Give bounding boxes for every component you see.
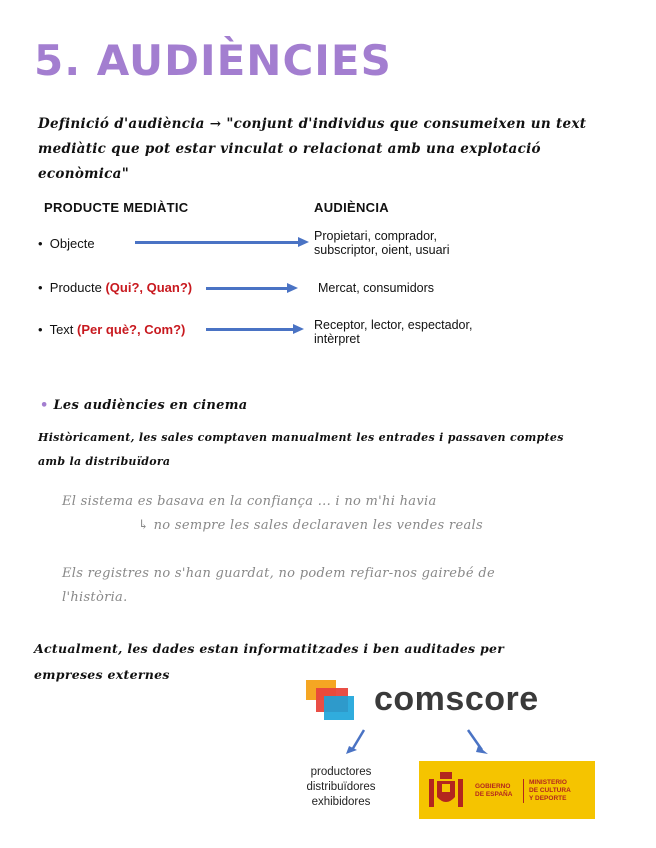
row-objecte-label: Objecte [49,236,95,251]
row-producte-label: Producte [49,280,102,295]
distributor-distribuidores: distribuïdores [306,781,376,793]
comscore-name: comscore [374,680,539,718]
definition [38,112,628,187]
bullet: • [40,398,49,413]
row-objecte [38,236,95,251]
ministerio-line-2: DE CULTURA [529,787,571,794]
cinema-heading [40,398,248,413]
cinema-history-line-2: amb la distribuïdora [38,455,171,468]
distributors-list [296,765,386,810]
definition-line-2: mediàtic que pot estar vinculat o relacionat amb una explotació [38,141,541,157]
bullet: • [38,280,43,295]
column-header-audience: AUDIÈNCIA [314,200,389,215]
gobierno-logo [419,761,595,819]
audience-objecte [314,229,450,257]
audience-text [314,318,472,346]
row-text-highlight: (Per què?, Com?) [77,322,186,337]
audience-producte: Mercat, consumidors [318,281,435,295]
gobierno-line-2: DE ESPAÑA [475,791,513,798]
audience-text-line-1: Receptor, lector, espectador, [314,318,473,332]
definition-line-3: econòmica" [38,166,130,182]
coat-of-arms-icon [427,769,465,811]
cinema-history-line-1: Històricament, les sales comptaven manualment les entrades i passaven comptes [38,431,564,444]
divider [523,779,524,803]
cinema-heading-text: Les audiències en cinema [53,398,248,413]
grey-note-1: El sistema es basava en la confiança ... i no m'hi havia [62,494,437,509]
page-title: 5. AUDIÈNCIES [34,36,392,85]
bullet: • [38,322,43,337]
current-line-1: Actualment, les dades estan informatitzades i ben auditades per [34,641,505,656]
audience-objecte-line-1: Propietari, comprador, [314,229,437,243]
arrow-right-icon [206,328,294,331]
gobierno-line-1: GOBIERNO [475,783,511,790]
cinema-history [38,426,628,474]
current-line-2: empreses externes [34,667,170,682]
grey-note-3: Els registres no s'han guardat, no podem refiar-nos gairebé de [62,566,495,581]
comscore-logo-icon [306,680,358,720]
ministerio-text [529,779,571,803]
row-text-label: Text [49,322,74,337]
gobierno-text [475,783,512,799]
bullet: • [38,236,43,251]
definition-line-1: Definició d'audiència → "conjunt d'individus que consumeixen un text [38,116,587,132]
arrow-right-icon [135,241,299,244]
grey-note-2: ↳ no sempre les sales declaraven les vendes reals [138,518,483,533]
grey-note-4: l'història. [62,590,128,605]
row-text [38,322,185,337]
ministerio-line-1: MINISTERIO [529,779,567,786]
audience-text-line-2: intèrpret [314,332,360,346]
distributor-exhibidores: exhibidores [311,796,371,808]
row-producte [38,280,192,295]
column-header-product: PRODUCTE MEDIÀTIC [44,200,189,215]
arrows-down-icon [330,726,500,762]
arrow-right-icon [206,287,288,290]
row-producte-highlight: (Qui?, Quan?) [105,280,193,295]
ministerio-line-3: Y DEPORTE [529,795,567,802]
distributor-productores: productores [310,766,372,778]
audience-objecte-line-2: subscriptor, oient, usuari [314,243,450,257]
